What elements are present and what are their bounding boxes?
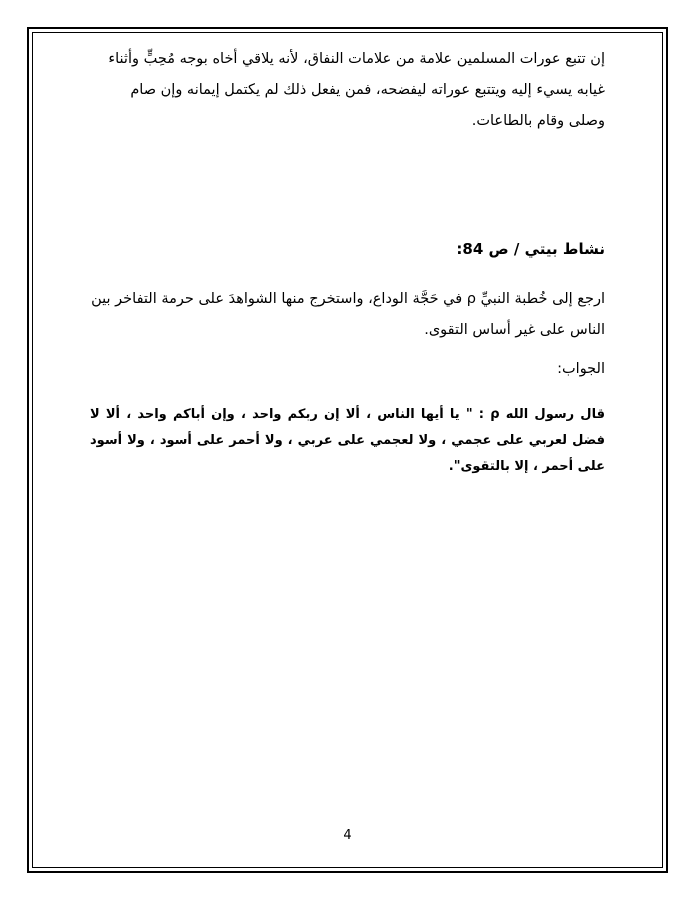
intro-paragraph: إن تتبع عورات المسلمين علامة من علامات النفاق، لأنه يلاقي أخاه بوجه مُحِبٍّ وأثناء غيابه يسيء إليه ويتتبع عوراته ليفضحه، فمن يفعل ذلك لم يكتمل إيمانه وإن صام وصلى وقام بالطاعات.	[108, 51, 605, 129]
page-number: 4	[343, 828, 352, 843]
answer-label: الجواب:	[557, 361, 605, 377]
answer-text: قال رسول الله ρ : " يا أيها الناس ، ألا إن ربكم واحد ، وإن أباكم واحد ، ألا لا فضل لعربي على عجمي ، ولا لعجمي على عربي ، ولا أحمر على أسود ، ولا أسود على أحمر ، إلا بالتقوى".	[90, 407, 605, 474]
activity-prompt: ارجع إلى خُطبة النبيِّ ρ في حَجَّة الوداع، واستخرج منها الشواهدَ على حرمة التفاخر بين الناس على غير أساس التقوى.	[91, 291, 605, 338]
activity-heading: نشاط بيتي / ص 84:	[456, 240, 605, 258]
